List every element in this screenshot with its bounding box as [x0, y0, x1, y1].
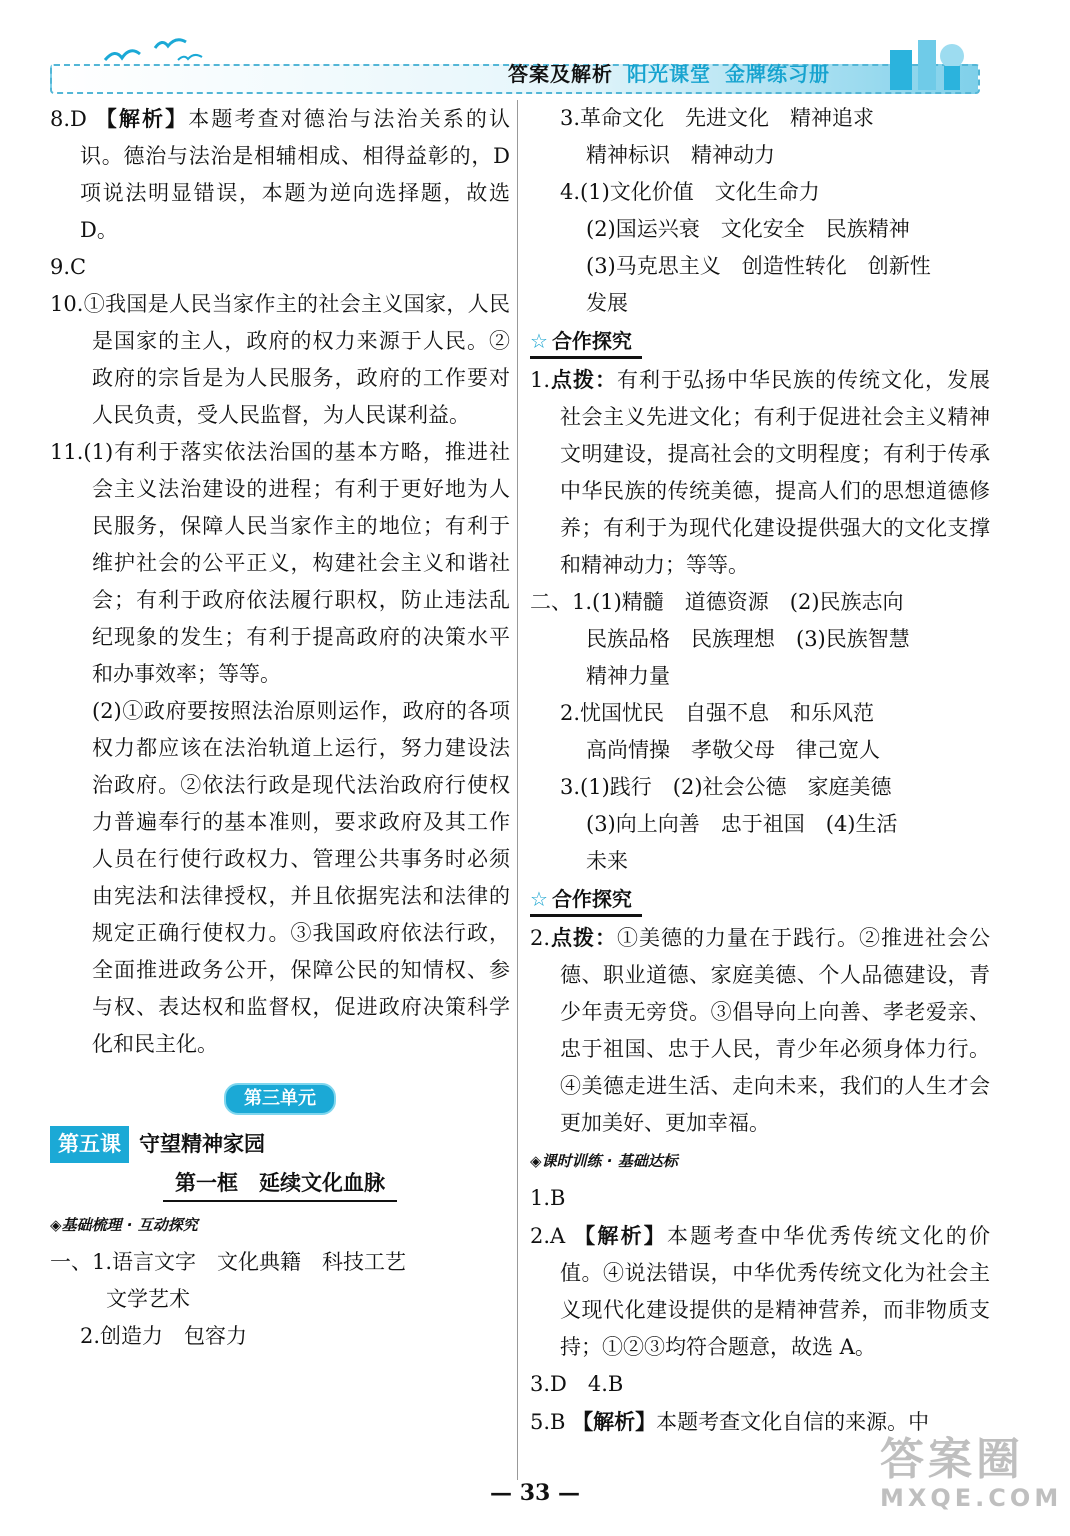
section1-item1-line1: 一、1.语言文字 文化典籍 科技工艺	[50, 1250, 407, 1274]
diamond-icon: ◈	[530, 1152, 542, 1170]
s2-item2-line2: 高尚情操 孝敬父母 律己宽人	[586, 738, 880, 762]
section1-item1-line2: 文学艺术	[106, 1287, 190, 1311]
q11-part1-text: (1)有利于落实依法治国的基本方略，推进社会主义法治建设的进程；有利于更好地为人民服务，保障人民当家作主的地位；有利于维护社会的公平正义，构建社会主义和谐社会；有利于政府依法履行职权，防止违法乱纪现象的发生；有利于提高政府的决策水平和办事效率；等等。	[83, 440, 510, 686]
coop1-label: 合作探究	[551, 329, 632, 353]
coop1-answer	[530, 361, 990, 584]
s2-item2-line1: 2.忧国忧民 自强不息 和乐风范	[560, 701, 875, 725]
r4-line4: 发展	[586, 291, 628, 315]
cooperative-inquiry-heading-1	[530, 326, 642, 359]
right-column	[530, 100, 990, 1441]
page-header	[40, 30, 990, 100]
basic-review-label: 基础梳理 · 互动探究	[61, 1216, 198, 1234]
watermark	[880, 1434, 1063, 1526]
answer-q8	[50, 100, 510, 249]
q10-text: ①我国是人民当家作主的社会主义国家，人民是国家的主人，政府的权力来源于人民。②政府的宗旨是为人民服务，政府的工作要对人民负责，受人民监督，为人民谋利益。	[83, 292, 510, 427]
answer-q9: 9.C	[50, 255, 87, 279]
q8-number: 8.D	[50, 107, 87, 131]
t5-analysis-tag: 【解析】	[572, 1409, 657, 1434]
star-icon: ☆	[530, 329, 548, 353]
basic-review-tag	[50, 1210, 510, 1240]
left-column	[50, 100, 510, 1355]
s2-item3-line2: (3)向上向善 忠于祖国 (4)生活	[586, 812, 898, 836]
unit-heading	[50, 1079, 510, 1116]
watermark-line2: MXQE.COM	[880, 1484, 1063, 1512]
training-tag	[530, 1146, 990, 1176]
r4-line1: 4.(1)文化价值 文化生命力	[560, 180, 820, 204]
column-divider	[517, 100, 518, 1480]
t5-number: 5.B	[530, 1410, 566, 1434]
q11-number: 11.	[50, 440, 84, 464]
coop2-key: 点拨：	[550, 925, 618, 950]
s2-item1-line1: 二、1.(1)精髓 道德资源 (2)民族志向	[530, 590, 904, 614]
t1-answer: 1.B	[530, 1186, 566, 1210]
header-title	[508, 58, 830, 87]
lesson-badge: 第五课	[50, 1126, 129, 1163]
r4-line2: (2)国运兴衰 文化安全 民族精神	[586, 217, 910, 241]
t3-t4-answers: 3.D 4.B	[530, 1372, 624, 1396]
r3-line2: 精神标识 精神动力	[586, 143, 775, 167]
r3-line1: 3.革命文化 先进文化 精神追求	[560, 106, 875, 130]
page-number: — 33 —	[490, 1480, 580, 1506]
lesson-title: 守望精神家园	[139, 1132, 265, 1156]
cooperative-inquiry-heading-2	[530, 884, 642, 917]
coop2-number: 2.	[530, 926, 551, 950]
coop2-answer	[530, 919, 990, 1142]
coop1-key: 点拨：	[550, 367, 618, 392]
answer-q10	[50, 286, 510, 434]
s2-item3-line3: 未来	[586, 849, 628, 873]
lesson-heading	[50, 1126, 510, 1163]
coop1-text: 有利于弘扬中华民族的传统文化，发展社会主义先进文化；有利于促进社会主义精神文明建设，提高社会的文明程度；有利于传承中华民族的传统美德，提高人们的思想道德修养；有利于为现代化建设提供强大的文化支撑和精神动力；等等。	[560, 368, 991, 577]
training-label: 课时训练 · 基础达标	[541, 1152, 678, 1170]
coop2-text: ①美德的力量在于践行。②推进社会公德、职业道德、家庭美德、个人品德建设，青少年责无旁贷。③倡导向上向善、孝老爱亲、忠于祖国、忠于人民，青少年必须身体力行。④美德走进生活、走向未来，我们的人生才会更加美好、更加幸福。	[560, 926, 991, 1135]
header-label-series: 阳光课堂	[627, 62, 711, 86]
s2-item3-line1: 3.(1)践行 (2)社会公德 家庭美德	[560, 775, 892, 799]
diamond-icon: ◈	[50, 1216, 62, 1234]
header-label-answers: 答案及解析	[508, 62, 613, 86]
r4-line3: (3)马克思主义 创造性转化 创新性	[586, 254, 931, 278]
watermark-line1: 答案圈	[880, 1434, 1024, 1485]
unit-badge: 第三单元	[224, 1083, 336, 1115]
t2-answer	[530, 1217, 990, 1366]
t2-text: 本题考查中华优秀传统文化的价值。④说法错误，中华优秀传统文化为社会主义现代化建设提供的是精神营养，而非物质支持；①②③均符合题意，故选 A。	[560, 1224, 990, 1359]
lighthouse-decoration-icon	[860, 30, 990, 100]
s2-item1-line2: 民族品格 民族理想 (3)民族智慧	[586, 627, 910, 651]
section1-item2: 2.创造力 包容力	[80, 1324, 248, 1348]
q10-number: 10.	[50, 292, 84, 316]
frame-title: 第一框 延续文化血脉	[163, 1166, 397, 1202]
star-icon: ☆	[530, 887, 548, 911]
header-label-book: 金牌练习册	[725, 62, 830, 86]
s2-item1-line3: 精神力量	[586, 664, 670, 688]
t5-text: 本题考查文化自信的来源。中	[656, 1410, 930, 1434]
answer-q11-part2: (2)①政府要按照法治原则运作，政府的各项权力都应该在法治轨道上运行，努力建设法治政府。②依法行政是现代法治政府行使权力普遍奉行的基本准则，要求政府及其工作人员在行使行政权力、管理公共事务时必须由宪法和法律授权，并且依据宪法和法律的规定正确行使权力。③我国政府依法行政，全面推进政务公开，保障公民的知情权、参与权、表达权和监督权，促进政府决策科学化和民主化。	[92, 699, 510, 1056]
coop1-number: 1.	[530, 368, 551, 392]
coop2-label: 合作探究	[551, 887, 632, 911]
answer-q11-part1	[50, 434, 510, 693]
t2-number: 2.A	[530, 1224, 566, 1248]
frame-heading	[50, 1165, 510, 1202]
t2-analysis-tag: 【解析】	[574, 1223, 668, 1248]
q8-analysis-tag: 【解析】	[95, 106, 189, 131]
q8-text: 本题考查对德治与法治关系的认识。德治与法治是相辅相成、相得益彰的，D项说法明显错误，本题为逆向选择题，故选 D。	[80, 107, 510, 242]
